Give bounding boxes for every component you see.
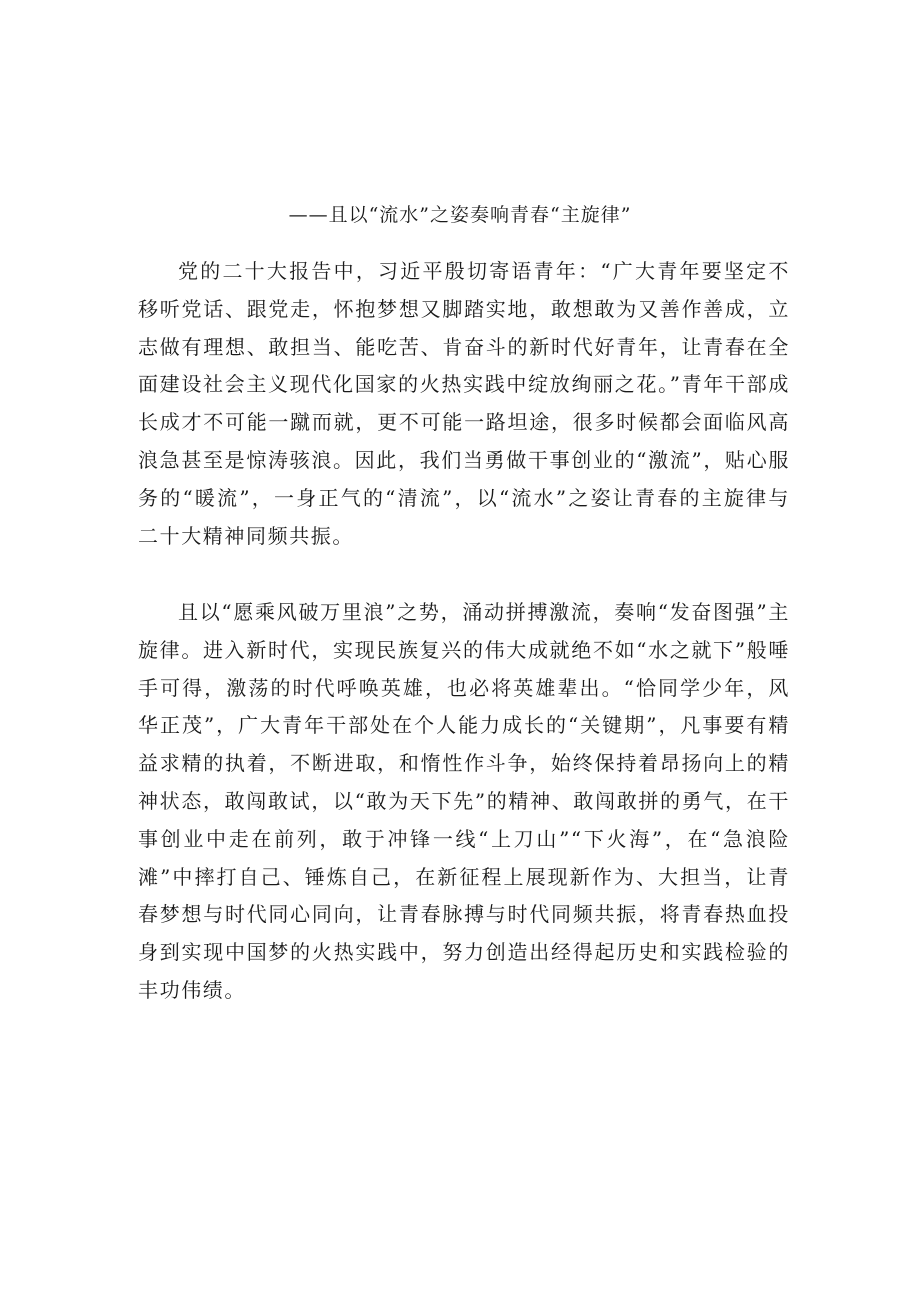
document-subtitle: ——且以“流水”之姿奏响青春“主旋律” [288,204,632,226]
paragraph-1: 党的二十大报告中，习近平殷切寄语青年：“广大青年要坚定不移听党话、跟党走，怀抱梦想又脚踏实地，敢想敢为又善作善成，立志做有理想、敢担当、能吃苦、肯奋斗的新时代好青年，让青春在全面建设社会主义现代化国家的火热实践中绽放绚丽之花。”青年干部成长成才不可能一蹴而就，更不可能一路坦途，很多时候都会面临风高浪急甚至是惊涛骇浪。因此，我们当勇做干事创业的“激流”，贴心服务的“暖流”，一身正气的“清流”，以“流水”之姿让青春的主旋律与二十大精神同频共振。 [138,259,790,548]
paragraph-2: 且以“愿乘风破万里浪”之势，涌动拼搏激流，奏响“发奋图强”主旋律。进入新时代，实现民族复兴的伟大成就绝不如“水之就下”般唾手可得，激荡的时代呼唤英雄，也必将英雄辈出。“恰同学少年，风华正茂”，广大青年干部处在个人能力成长的“关键期”，凡事要有精益求精的执着，不断进取，和惰性作斗争，始终保持着昂扬向上的精神状态，敢闯敢试，以“敢为天下先”的精神、敢闯敢拼的勇气，在干事创业中走在前列，敢于冲锋一线“上刀山”“下火海”，在“急浪险滩”中摔打自己、锤炼自己，在新征程上展现新作为、大担当，让青春梦想与时代同心同向，让青春脉搏与时代同频共振，将青春热血投身到实现中国梦的火热实践中，努力创造出经得起历史和实践检验的丰功伟绩。 [138,600,790,1002]
